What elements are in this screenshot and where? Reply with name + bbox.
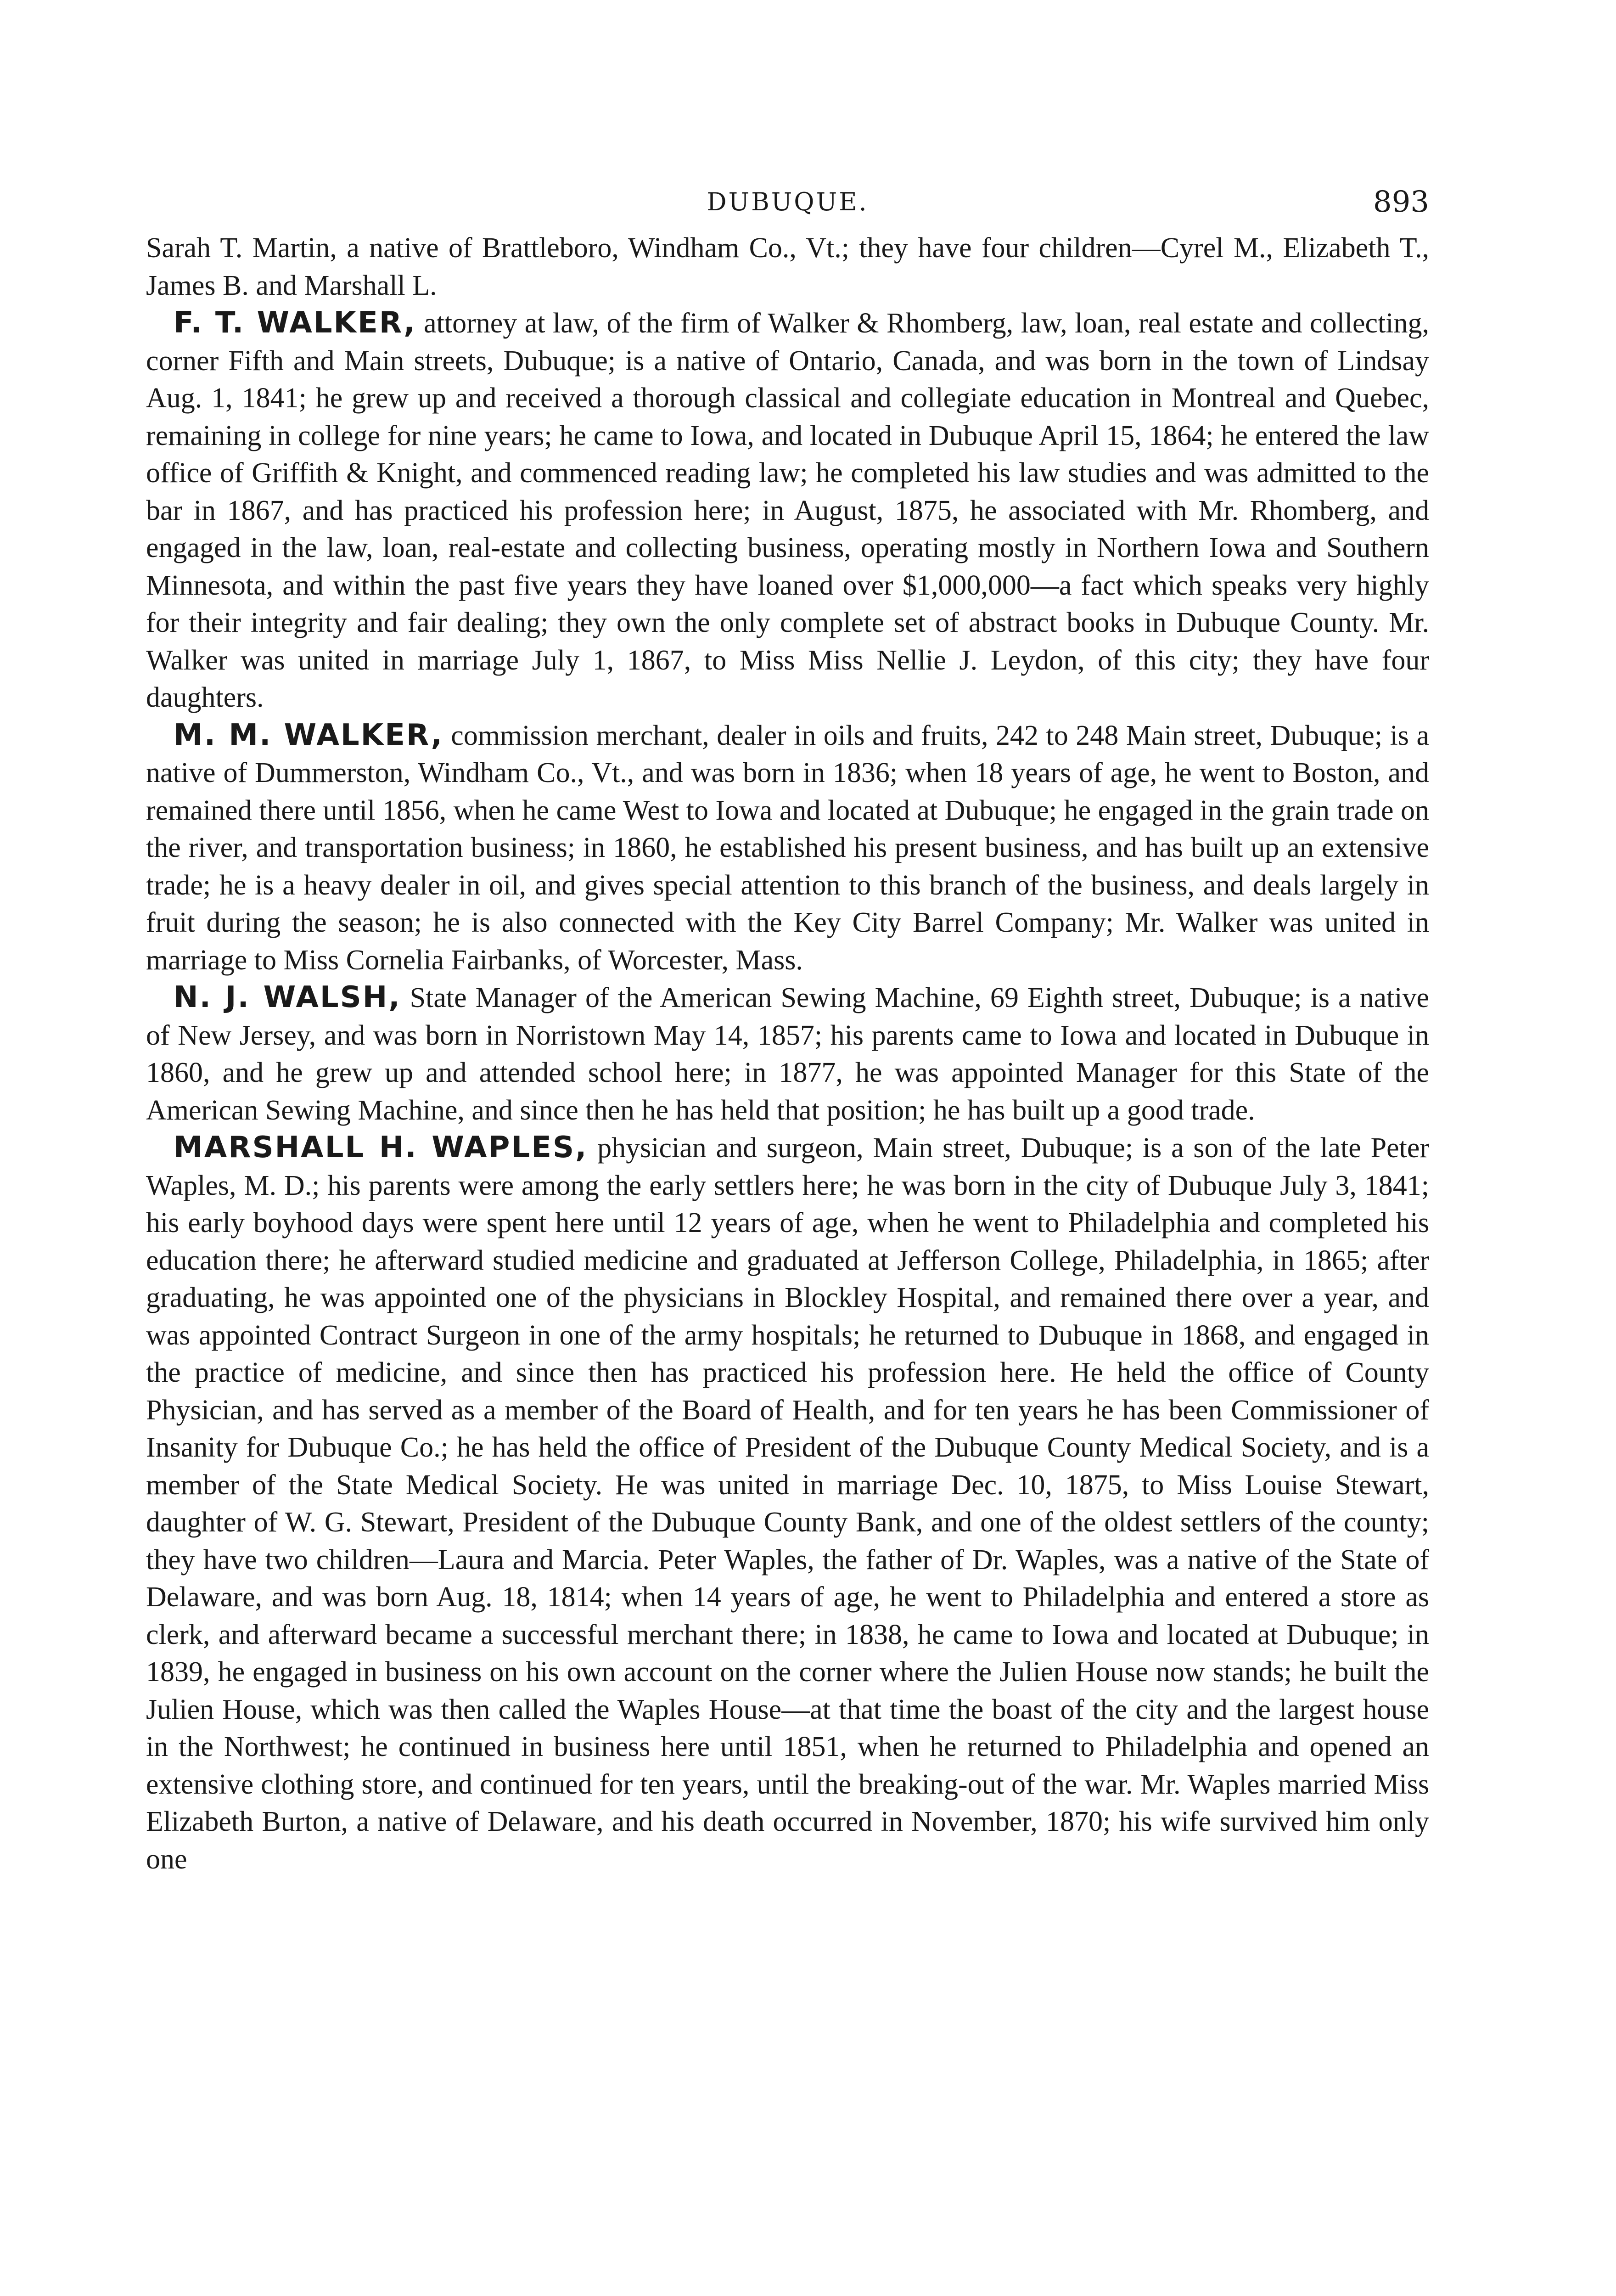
running-title: DUBUQUE. [707, 187, 869, 216]
entry-text: commission merchant, dealer in oils and fruits, 242 to 248 Main street, Dubuque; is a native of Dummerston, Windham Co., Vt., and was born in 1836; when 18 years of age, he went to Boston, and remained there until 1856, when he came West to Iowa and located at Dubuque; he engaged in the grain trade on the river, and transportation business; in 1860, he established his present business, and has built up an extensive trade; he is a heavy dealer in oil, and gives special attention to this branch of the business, and deals largely in fruit during the season; he is also connected with the Key City Barrel Company; Mr. Walker was united in marriage to Miss Cornelia Fairbanks, of Worcester, Mass. [146, 720, 1429, 976]
entry-text: State Manager of the American Sewing Machine, 69 Eighth street, Dubuque; is a native of New Jersey, and was born in Norristown May 14, 1857; his parents came to Iowa and located in Dubuque in 1860, and he grew up and attended school here; in 1877, he was appointed Manager for this State of the American Sewing Machine, and since then he has held that position; he has built up a good trade. [146, 982, 1429, 1126]
entry-walker-mm [146, 717, 1429, 979]
entry-walsh-nj [146, 979, 1429, 1129]
book-page [146, 184, 1429, 1878]
entry-name: N. J. WALSH, [174, 980, 401, 1014]
entry-text: physician and surgeon, Main street, Dubuque; is a son of the late Peter Waples, M. D.; his parents were among the early settlers here; he was born in the city of Dubuque July 3, 1841; his early boyhood days were spent here until 12 years of age, when he went to Philadelphia and completed his education there; he afterward studied medicine and graduated at Jefferson College, Philadelphia, in 1865; after graduating, he was appointed one of the physicians in Blockley Hospital, and remained there over a year, and was appointed Contract Surgeon in one of the army hospitals; he returned to Dubuque in 1868, and engaged in the practice of medicine, and since then has practiced his profession here. He held the office of County Physician, and has served as a member of the Board of Health, and for ten years he has been Commissioner of Insanity for Dubuque Co.; he has held the office of President of the Dubuque County Medical Society, and is a member of the State Medical Society. He was united in marriage Dec. 10, 1875, to Miss Louise Stewart, daughter of W. G. Stewart, President of the Dubuque County Bank, and one of the oldest settlers of the county; they have two children—Laura and Marcia. Peter Waples, the father of Dr. Waples, was a native of the State of Delaware, and was born Aug. 18, 1814; when 14 years of age, he went to Philadelphia and entered a store as clerk, and afterward became a successful merchant there; in 1838, he came to Iowa and located at Dubuque; in 1839, he engaged in business on his own account on the corner where the Julien House now stands; he built the Julien House, which was then called the Waples House—at that time the boast of the city and the largest house in the Northwest; he continued in business here until 1851, when he returned to Philadelphia and opened an extensive clothing store, and continued for ten years, until the breaking-out of the war. Mr. Waples married Miss Elizabeth Burton, a native of Delaware, and his death occurred in November, 1870; his wife survived him only one [146, 1132, 1430, 1875]
continuation-paragraph: Sarah T. Martin, a native of Brattleboro, Windham Co., Vt.; they have four children—Cyrel M., Elizabeth T., James B. and Marshall L. [146, 232, 1429, 301]
entry-name: MARSHALL H. WAPLES, [174, 1131, 588, 1165]
entry-text: attorney at law, of the firm of Walker & Rhomberg, law, loan, real estate and collecting, corner Fifth and Main streets, Dubuque; is a native of Ontario, Canada, and was born in the town of Lindsay Aug. 1, 1841; he grew up and received a thorough classical and collegiate education in Montreal and Quebec, remaining in college for nine years; he came to Iowa, and located in Dubuque April 15, 1864; he entered the law office of Griffith & Knight, and commenced reading law; he completed his law studies and was admitted to the bar in 1867, and has practiced his profession here; in August, 1875, he associated with Mr. Rhomberg, and engaged in the law, loan, real-estate and collecting business, operating mostly in Northern Iowa and Southern Minnesota, and within the past five years they have loaned over $1,000,000—a fact which speaks very highly for their integrity and fair dealing; they own the only complete set of abstract books in Dubuque County. Mr. Walker was united in marriage July 1, 1867, to Miss Miss Nellie J. Leydon, of this city; they have four daughters. [146, 308, 1430, 713]
body-text [146, 230, 1429, 1878]
entry-name: M. M. WALKER, [174, 718, 443, 752]
running-header [146, 184, 1429, 220]
page-number: 893 [1373, 185, 1429, 219]
entry-name: F. T. WALKER, [174, 306, 416, 340]
entry-walker-ft [146, 304, 1429, 717]
entry-waples-mh [146, 1129, 1429, 1878]
